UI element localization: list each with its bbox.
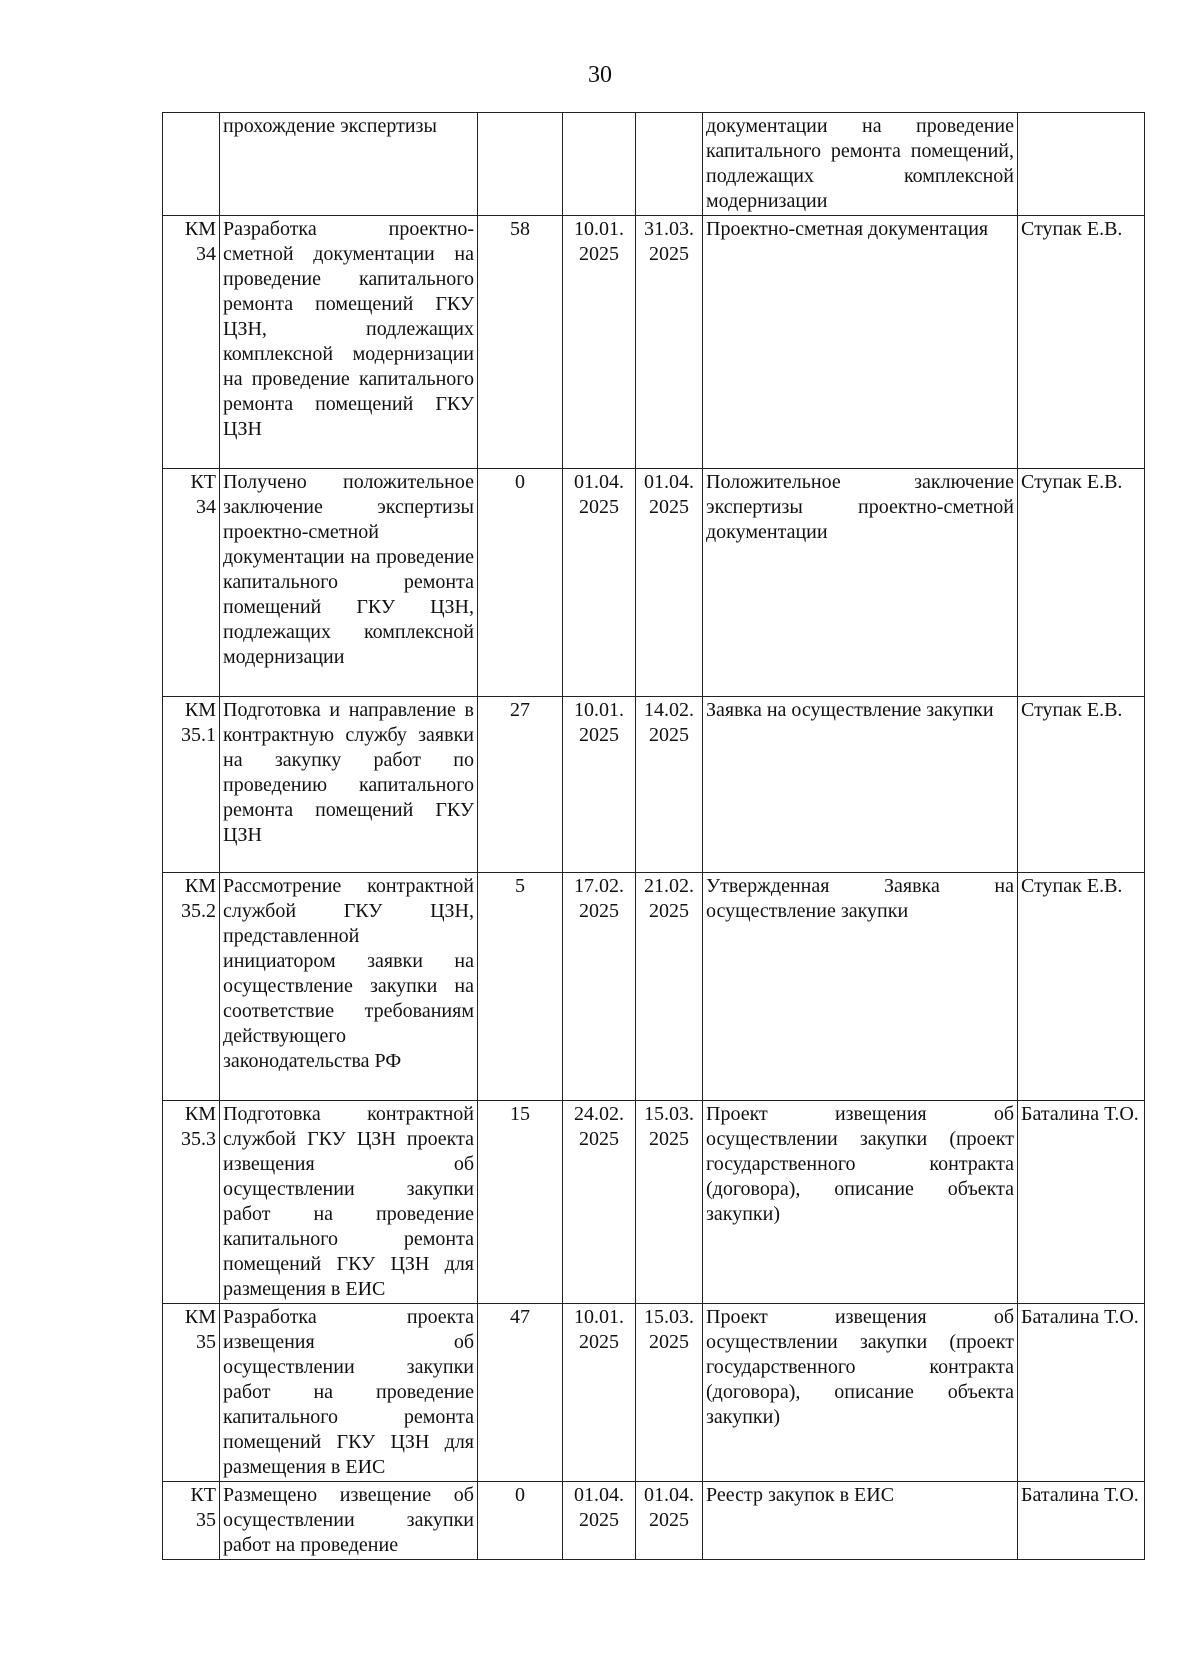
row-responsible: Ступак Е.В. (1018, 469, 1145, 697)
row-start-date (563, 113, 636, 216)
row-name: Подготовка контрактной службой ГКУ ЦЗН проекта извещения об осуществлении закупки работ на проведение капитального ремонта помещений ГКУ ЦЗН для размещения в ЕИС (220, 1101, 478, 1304)
row-responsible: Баталина Т.О. (1018, 1304, 1145, 1482)
row-code (163, 113, 220, 216)
row-result: Реестр закупок в ЕИС (703, 1482, 1018, 1560)
row-result: Проект извещения об осуществлении закупки (проект государственного контракта (договора), описание объекта закупки) (703, 1101, 1018, 1304)
row-code: КТ 35 (163, 1482, 220, 1560)
row-result: Проектно-сметная документация (703, 216, 1018, 469)
row-name: Разработка проекта извещения об осуществлении закупки работ на проведение капитального ремонта помещений ГКУ ЦЗН для размещения в ЕИС (220, 1304, 478, 1482)
row-start-date: 17.02. 2025 (563, 873, 636, 1101)
table-row (163, 469, 1145, 697)
plan-table (162, 112, 1145, 1560)
row-code: КМ 35.1 (163, 697, 220, 873)
row-responsible: Баталина Т.О. (1018, 1101, 1145, 1304)
row-result: документации на проведение капитального ремонта помещений, подлежащих комплексной модернизации (703, 113, 1018, 216)
row-name: Рассмотрение контрактной службой ГКУ ЦЗН, представленной инициатором заявки на осуществление закупки на соответствие требованиям действующего законодательства РФ (220, 873, 478, 1101)
row-code: КМ 35 (163, 1304, 220, 1482)
row-duration: 15 (478, 1101, 563, 1304)
row-end-date: 01.04. 2025 (636, 1482, 703, 1560)
row-code: КТ 34 (163, 469, 220, 697)
table-row (163, 1482, 1145, 1560)
row-responsible: Баталина Т.О. (1018, 1482, 1145, 1560)
row-end-date: 15.03. 2025 (636, 1101, 703, 1304)
row-name: Размещено извещение об осуществлении закупки работ на проведение (220, 1482, 478, 1560)
row-duration (478, 113, 563, 216)
row-end-date: 21.02. 2025 (636, 873, 703, 1101)
row-name: прохождение экспертизы (220, 113, 478, 216)
row-duration: 5 (478, 873, 563, 1101)
row-result: Заявка на осуществление закупки (703, 697, 1018, 873)
row-name: Подготовка и направление в контрактную службу заявки на закупку работ по проведению капитального ремонта помещений ГКУ ЦЗН (220, 697, 478, 873)
table-row (163, 216, 1145, 469)
row-start-date: 10.01. 2025 (563, 216, 636, 469)
row-duration: 58 (478, 216, 563, 469)
row-responsible: Ступак Е.В. (1018, 697, 1145, 873)
row-duration: 0 (478, 469, 563, 697)
row-code: КМ 35.2 (163, 873, 220, 1101)
table-row (163, 1304, 1145, 1482)
row-start-date: 01.04. 2025 (563, 469, 636, 697)
row-name: Получено положительное заключение экспертизы проектно-сметной документации на проведение капитального ремонта помещений ГКУ ЦЗН, подлежащих комплексной модернизации (220, 469, 478, 697)
row-code: КМ 35.3 (163, 1101, 220, 1304)
row-responsible: Ступак Е.В. (1018, 216, 1145, 469)
row-responsible: Ступак Е.В. (1018, 873, 1145, 1101)
row-start-date: 24.02. 2025 (563, 1101, 636, 1304)
page-number: 30 (588, 62, 612, 88)
row-start-date: 01.04. 2025 (563, 1482, 636, 1560)
row-end-date: 01.04. 2025 (636, 469, 703, 697)
row-duration: 47 (478, 1304, 563, 1482)
row-result: Утвержденная Заявка на осуществление закупки (703, 873, 1018, 1101)
row-end-date (636, 113, 703, 216)
row-start-date: 10.01. 2025 (563, 1304, 636, 1482)
row-end-date: 14.02. 2025 (636, 697, 703, 873)
row-responsible (1018, 113, 1145, 216)
row-end-date: 31.03. 2025 (636, 216, 703, 469)
table-row (163, 1101, 1145, 1304)
table-row (163, 873, 1145, 1101)
row-duration: 0 (478, 1482, 563, 1560)
row-result: Положительное заключение экспертизы проектно-сметной документации (703, 469, 1018, 697)
row-result: Проект извещения об осуществлении закупки (проект государственного контракта (договора), описание объекта закупки) (703, 1304, 1018, 1482)
row-code: КМ 34 (163, 216, 220, 469)
row-end-date: 15.03. 2025 (636, 1304, 703, 1482)
row-duration: 27 (478, 697, 563, 873)
row-name: Разработка проектно-сметной документации на проведение капитального ремонта помещений ГКУ ЦЗН, подлежащих комплексной модернизации на проведение капитального ремонта помещений ГКУ ЦЗН (220, 216, 478, 469)
table-row (163, 113, 1145, 216)
row-start-date: 10.01. 2025 (563, 697, 636, 873)
table-row (163, 697, 1145, 873)
